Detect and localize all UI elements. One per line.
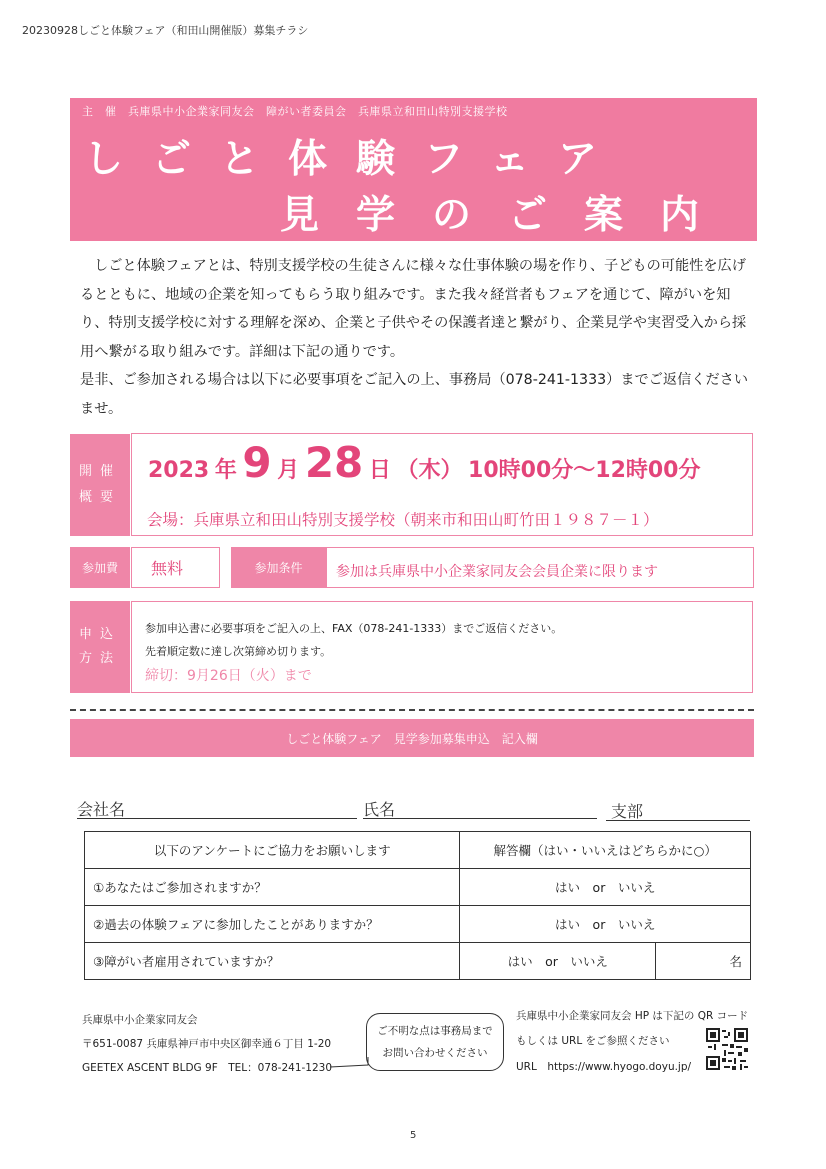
footer-address-2: GEETEX ASCENT BLDG 9F TEL：078-241-1230 — [82, 1062, 333, 1074]
website-url[interactable]: URL https://www.hyogo.doyu.jp/ — [516, 1061, 692, 1073]
footer-org-name: 兵庫県中小企業家同友会 — [82, 1014, 198, 1026]
survey-row — [85, 943, 751, 980]
fee-label: 参加費 — [70, 547, 130, 588]
branch-label: 支部 — [611, 802, 644, 821]
event-overview-label: 開催 概要 — [70, 434, 130, 536]
survey-answer-1[interactable]: はい or いいえ — [460, 869, 751, 906]
company-name-field[interactable] — [77, 818, 357, 819]
survey-question-header: 以下のアンケートにご協力をお願いします — [85, 832, 460, 869]
bubble-pointer — [330, 1055, 370, 1069]
survey-question-2: ②過去の体験フェアに参加したことがありますか？ — [85, 906, 460, 943]
application-instructions: 参加申込書に必要事項をご記入の上、FAX（078-241-1333）までご返信ください。 — [145, 622, 563, 635]
condition-value: 参加は兵庫県中小企業家同友会会員企業に限ります — [336, 564, 658, 580]
application-deadline: 締切：9月26日（火）まで — [145, 668, 312, 684]
application-method-label: 申込 方法 — [70, 601, 130, 693]
employee-count-field[interactable]: 名 — [656, 943, 751, 980]
survey-answer-2[interactable]: はい or いいえ — [460, 906, 751, 943]
hp-note-2: もしくは URL をご参照ください — [516, 1035, 670, 1047]
sub-title: 見学のご案内 — [280, 193, 737, 238]
contact-bubble: ご不明な点は事務局まで お問い合わせください — [366, 1013, 504, 1071]
intro-paragraph-2: 是非、ご参加される場合は以下に必要事項をご記入の上、事務局（078-241-1333）までご返信くださいませ。 — [80, 372, 749, 417]
page-number: 5 — [410, 1130, 417, 1141]
survey-header-row — [85, 832, 751, 869]
survey-question-3: ③障がい者雇用されていますか？ — [85, 943, 460, 980]
survey-table — [84, 831, 751, 980]
person-name-field[interactable] — [363, 818, 597, 819]
branch-field[interactable] — [606, 820, 750, 821]
intro-text — [80, 252, 752, 424]
survey-answer-3[interactable]: はい or いいえ — [460, 943, 656, 980]
survey-row — [85, 906, 751, 943]
survey-answer-header: 解答欄（はい・いいえはどちらかに○） — [460, 832, 751, 869]
company-name-label: 会社名 — [77, 800, 126, 819]
survey-row — [85, 869, 751, 906]
person-name-label: 氏名 — [363, 800, 396, 819]
event-date: 2023 年 9 月 28 日 （木） 10時00分〜12時00分 — [148, 438, 701, 487]
application-note: 先着順定数に達し次第締め切ります。 — [145, 645, 332, 658]
organizers-line: 主 催 兵庫県中小企業家同友会 障がい者委員会 兵庫県立和田山特別支援学校 — [82, 105, 508, 118]
intro-paragraph-1: しごと体験フェアとは、特別支援学校の生徒さんに様々な仕事体験の場を作り、子どもの可能性を広げるとともに、地域の企業を知ってもらう取り組みです。また我々経営者もフェアを通じて、障がいを知り、特別支援学校に対する理解を深め、企業と子供やその保護者達と繋がり、企業見学や実習受入から採用へ繋がる取り組みです。詳細は下記の通りです。 — [80, 258, 747, 360]
form-title-bar: しごと体験フェア 見学参加募集申込 記入欄 — [70, 719, 754, 757]
qr-code-icon[interactable] — [706, 1028, 748, 1070]
condition-label: 参加条件 — [231, 547, 326, 588]
hp-note-1: 兵庫県中小企業家同友会 HP は下記の QR コード — [516, 1010, 749, 1022]
cut-line — [70, 709, 754, 711]
survey-question-1: ①あなたはご参加されますか？ — [85, 869, 460, 906]
footer-address-1: 〒651-0087 兵庫県神戸市中央区御幸通６丁目 1-20 — [82, 1038, 332, 1050]
fee-value: 無料 — [151, 559, 184, 578]
main-title: しごと体験フェア — [84, 137, 627, 182]
document-filename: 20230928しごと体験フェア（和田山開催版）募集チラシ — [22, 24, 309, 37]
event-venue: 会場：兵庫県立和田山特別支援学校（朝来市和田山町竹田１９８７－１） — [147, 511, 659, 529]
